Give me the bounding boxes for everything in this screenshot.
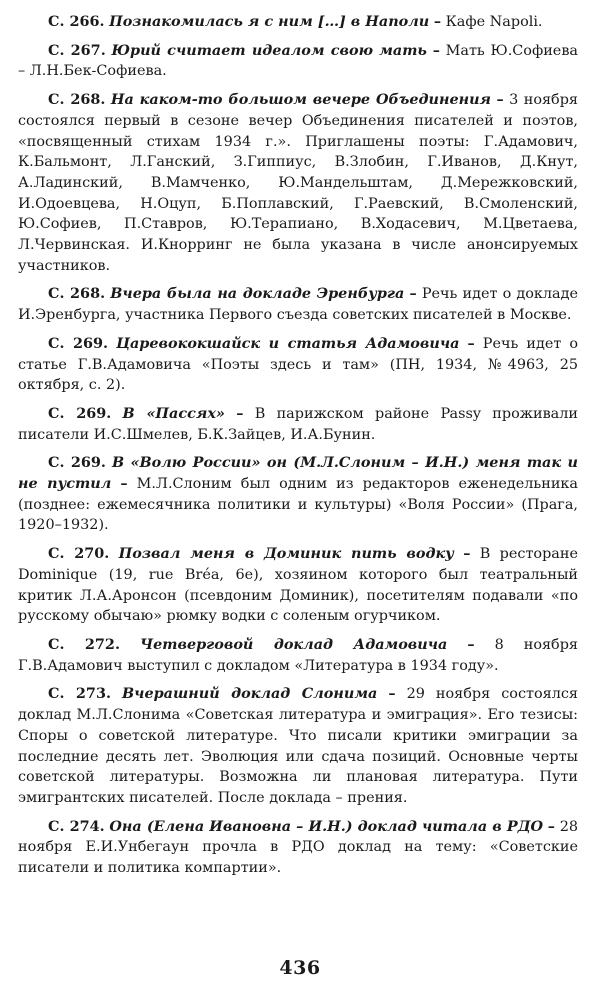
quoted-lemma: Юрий считает идеалом свою мать	[111, 41, 427, 59]
page-reference: С. 272.	[48, 635, 120, 653]
commentary-entry	[18, 635, 578, 676]
commentary-text: В ресторане Dominique (19, rue Bréa, 6e), хозяином которого был театральный критик Л.А.Аронсон (псевдоним Доминик), посетителям подавали «по русскому обычаю» рюмку водки с соленым огурчиком.	[18, 546, 578, 625]
commentary-entry	[18, 12, 578, 33]
page-reference: С. 268.	[48, 285, 106, 303]
page-reference: С. 267.	[48, 41, 106, 59]
quoted-lemma: Она (Елена Ивановна – И.Н.) доклад читала в РДО	[109, 817, 544, 835]
page-reference: С. 274.	[48, 817, 105, 835]
quoted-lemma: Царевококшайск и статья Адамовича	[116, 334, 460, 352]
quoted-lemma: Вчера была на докладе Эренбурга	[110, 285, 405, 303]
quoted-lemma: В «Пассях»	[122, 404, 225, 422]
em-dash: –	[467, 635, 475, 653]
page-reference: С. 269.	[48, 454, 106, 472]
page-reference: С. 266.	[48, 13, 105, 30]
em-dash: –	[496, 91, 504, 109]
commentary-text: 8 ноября Г.В.Адамович выступил с докладом «Литература в 1934 году».	[18, 636, 579, 674]
em-dash: –	[463, 545, 471, 563]
page-reference: С. 269.	[48, 334, 109, 352]
commentary-entry	[18, 684, 578, 808]
commentary-text: 29 ноября состоялся доклад М.Л.Слонима «Советская литература и эмиграция». Его тезисы: Споры о советской литературе. Что писали критики эмиграции за последние десять лет. Эволюция или сдача позиций. Основные черты советской литературы. Возможна ли плановая литература. Пути эмигрантских писателей. После доклада – прения.	[18, 686, 579, 806]
quoted-lemma: Вчерашний доклад Слонима	[122, 685, 378, 703]
em-dash: –	[409, 285, 417, 303]
commentary-text: 28 ноября Е.И.Унбегаун прочла в РДО доклад на тему: «Советские писатели и политика компартии».	[18, 818, 579, 877]
commentary-text: 3 ноября состоялся первый в сезоне вечер Объединения писателей и поэтов, «посвященный стихам 1934 г.». Приглашены поэты: Г.Адамович, К.Бальмонт, Л.Ганский, З.Гиппиус, В.Злобин, Г.Иванов, Д.Кнут, А.Ладинский, В.Мамченко, Ю.Мандельштам, Д.Мережковский, И.Одоевцева, Н.Оцуп, Б.Поплавский, Г.Раевский, В.Смоленский, Ю.Софиев, П.Ставров, Ю.Терапиано, В.Ходасевич, М.Цветаева, Л.Червинская. И.Кнорринг не была указана в числе анонсируемых участников.	[18, 92, 579, 274]
page-reference: С. 273.	[48, 685, 111, 703]
em-dash: –	[388, 685, 396, 703]
commentary-text: М.Л.Слоним был одним из редакторов еженедельника (позднее: ежемесячника политики и культуры) «Воля России» (Прага, 1920–1932).	[18, 476, 579, 534]
quoted-lemma: Четверговой доклад Адамовича	[139, 635, 448, 653]
em-dash: –	[432, 41, 440, 59]
commentary-entry	[18, 90, 578, 276]
commentary-text: Мать Ю.Софиева – Л.Н.Бек-Софиева.	[18, 42, 578, 80]
commentary-entry	[18, 404, 578, 445]
page-number: 436	[279, 957, 321, 979]
commentary-entry	[18, 41, 578, 82]
quoted-lemma: Познакомилась я с ним […] в Наполи	[109, 13, 430, 30]
quoted-lemma: В «Волю России» он (М.Л.Слоним – И.Н.) меня так и не пустил	[18, 454, 578, 493]
page-reference: С. 269.	[48, 404, 112, 422]
commentary-entry	[18, 817, 578, 879]
quoted-lemma: Позвал меня в Доминик пить водку	[118, 545, 454, 563]
page-reference: С. 268.	[48, 91, 106, 109]
commentary-text: В парижском районе Passy проживали писатели И.С.Шмелев, Б.К.Зайцев, И.А.Бунин.	[18, 405, 578, 443]
em-dash: –	[467, 334, 475, 352]
commentary-entry	[18, 284, 578, 325]
em-dash: –	[433, 13, 442, 30]
quoted-lemma: На каком-то большом вечере Объединения	[110, 91, 492, 109]
em-dash: –	[547, 817, 555, 835]
commentary-text: Кафе Napoli.	[445, 14, 543, 30]
commentary-entry	[18, 544, 578, 627]
em-dash: –	[236, 404, 244, 422]
commentary-text: Речь идет о статье Г.В.Адамовича «Поэты здесь и там» (ПН, 1934, №4963, 25 октября, с. 2).	[18, 335, 579, 394]
commentary-entry	[18, 453, 578, 536]
page-reference: С. 270.	[48, 545, 110, 563]
commentary-entry	[18, 334, 578, 396]
em-dash: –	[120, 475, 128, 493]
commentary-text: Речь идет о докладе И.Эренбурга, участника Первого съезда советских писателей в Москве.	[18, 286, 579, 324]
